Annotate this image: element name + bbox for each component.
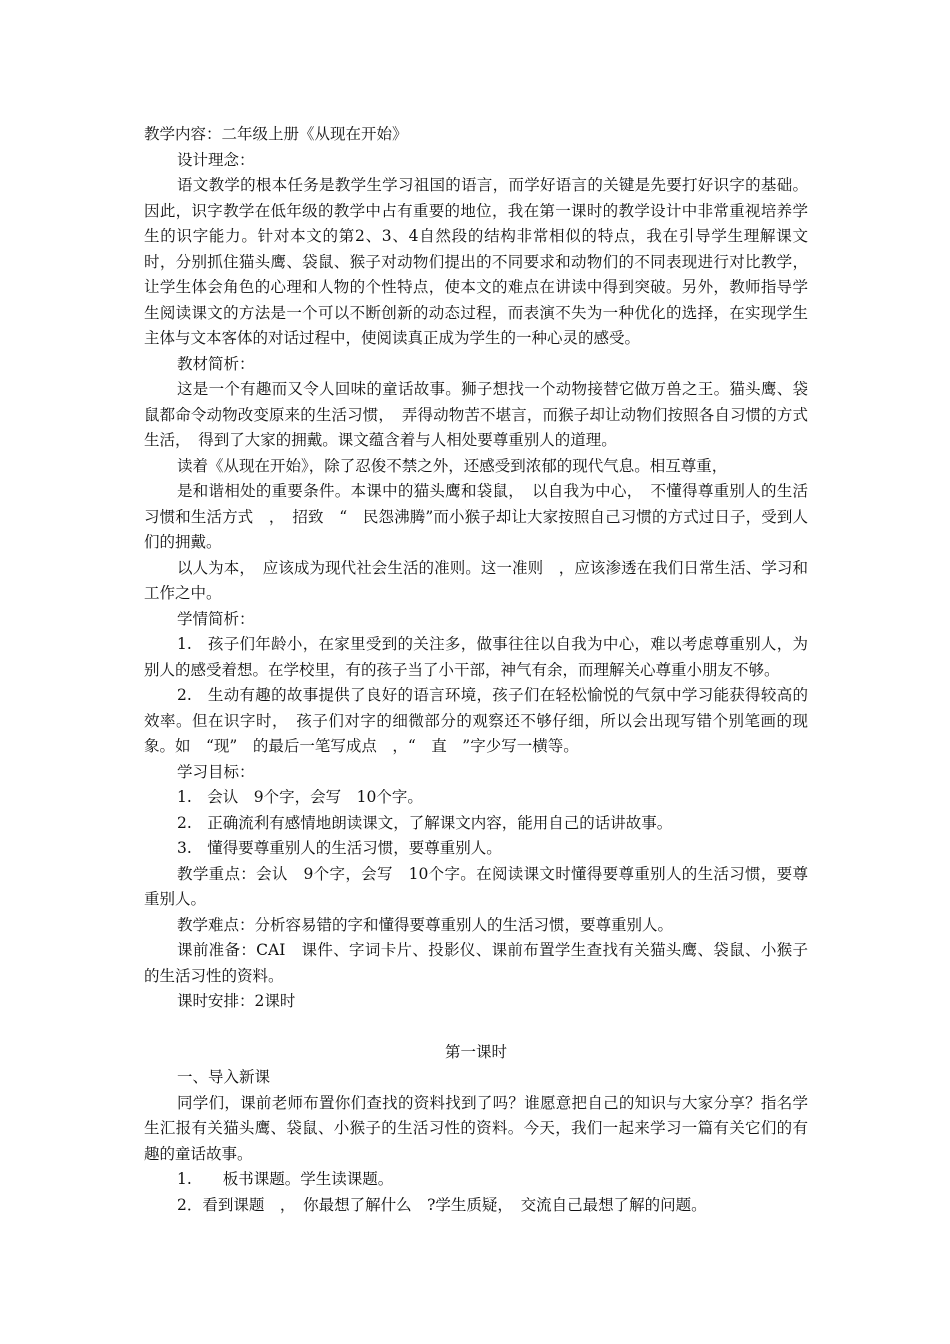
student-analysis-heading: 学情简析： [177, 609, 255, 628]
document-page [144, 122, 808, 1218]
section-1-paragraph: 同学们，课前老师布置你们查找的资料找到了吗？谁愿意把自己的知识与大家分享？指名学生汇报有关猫头鹰、袋鼠、小猴子的生活习性的资料。今天，我们一起来学习一篇有关它们的有趣的童话故事。 [144, 1093, 808, 1163]
learning-goals-heading: 学习目标： [177, 762, 255, 781]
learning-goal-2: 2. 正确流利有感情地朗读课文，了解课文内容，能用自己的话讲故事。 [177, 813, 673, 832]
step-2: 2．看到课题 ， 你最想了解什么 ?学生质疑， 交流自己最想了解的问题。 [177, 1195, 707, 1214]
section-1-heading: 一、导入新课 [177, 1068, 271, 1086]
teaching-content-line: 教学内容：二年级上册《从现在开始》 [144, 125, 408, 143]
student-paragraph-1: 1. 孩子们年龄小，在家里受到的关注多，做事往往以自我为中心，难以考虑尊重别人，为别人的感受着想。在学校里，有的孩子当了小干部，神气有余，而理解关心尊重小朋友不够。 [144, 635, 808, 679]
step-1: 1. 板书课题。学生读课题。 [177, 1170, 394, 1188]
design-concept-heading: 设计理念： [177, 150, 255, 169]
material-paragraph-3: 是和谐相处的重要条件。本课中的猫头鹰和袋鼠， 以自我为中心， 不懂得尊重别人的生活习惯和生活方式 ， 招致 “ 民怨沸腾”而小猴子却让大家按照自己习惯的方式过日子，受到人们的拥戴。 [144, 482, 808, 551]
lesson-title: 第一课时 [444, 1042, 507, 1061]
spacer [144, 1015, 808, 1040]
material-analysis-heading: 教材简析： [177, 354, 255, 373]
teaching-key-points: 教学重点：会认 9个字，会写 10个字。在阅读课文时懂得要尊重别人的生活习惯，要尊重别人。 [144, 864, 808, 908]
teaching-difficulties: 教学难点：分析容易错的字和懂得要尊重别人的生活习惯，要尊重别人。 [177, 915, 674, 934]
material-paragraph-1: 这是一个有趣而又令人回味的童话故事。狮子想找一个动物接替它做万兽之王。猫头鹰、袋鼠都命令动物改变原来的生活习惯， 弄得动物苦不堪言，而猴子却让动物们按照各自习惯的方式生活， 得到了大家的拥戴。课文蕴含着与人相处要尊重别人的道理。 [144, 380, 808, 449]
learning-goal-1: 1. 会认 9个字，会写 10个字。 [177, 788, 423, 806]
material-paragraph-2: 读着《从现在开始》，除了忍俊不禁之外，还感受到浓郁的现代气息。相互尊重， [177, 456, 728, 475]
student-paragraph-2: 2. 生动有趣的故事提供了良好的语言环境，孩子们在轻松愉悦的气氛中学习能获得较高的效率。但在识字时， 孩子们对字的细微部分的观察还不够仔细，所以会出现写错个别笔画的现象。如 “现” 的最后一笔写成点 ，“ 直 ”字少写一横等。 [144, 686, 808, 755]
learning-goal-3: 3. 懂得要尊重别人的生活习惯，要尊重别人。 [177, 839, 502, 857]
design-concept-paragraph: 语文教学的根本任务是教学生学习祖国的语言，而学好语言的关键是先要打好识字的基础。因此，识字教学在低年级的教学中占有重要的地位，我在第一课时的教学设计中非常重视培养学生的识字能力。针对本文的第2、3、4自然段的结构非常相似的特点，我在引导学生理解课文时，分别抓住猫头鹰、袋鼠、猴子对动物们提出的不同要求和动物们的不同表现进行对比教学，让学生体会角色的心理和人物的个性特点，使本文的难点在讲读中得到突破。另外，教师指导学生阅读课文的方法是一个可以不断创新的动态过程，而表演不失为一种优化的选择，在实现学生主体与文本客体的对话过程中，使阅读真正成为学生的一种心灵的感受。 [144, 176, 808, 347]
material-paragraph-4: 以人为本， 应该成为现代社会生活的准则。这一准则 ，应该渗透在我们日常生活、学习和工作之中。 [144, 558, 808, 602]
class-schedule: 课时安排：2课时 [177, 992, 296, 1010]
class-preparation: 课前准备：CAI 课件、字词卡片、投影仪、课前布置学生查找有关猫头鹰、袋鼠、小猴子的生活习性的资料。 [144, 941, 808, 985]
